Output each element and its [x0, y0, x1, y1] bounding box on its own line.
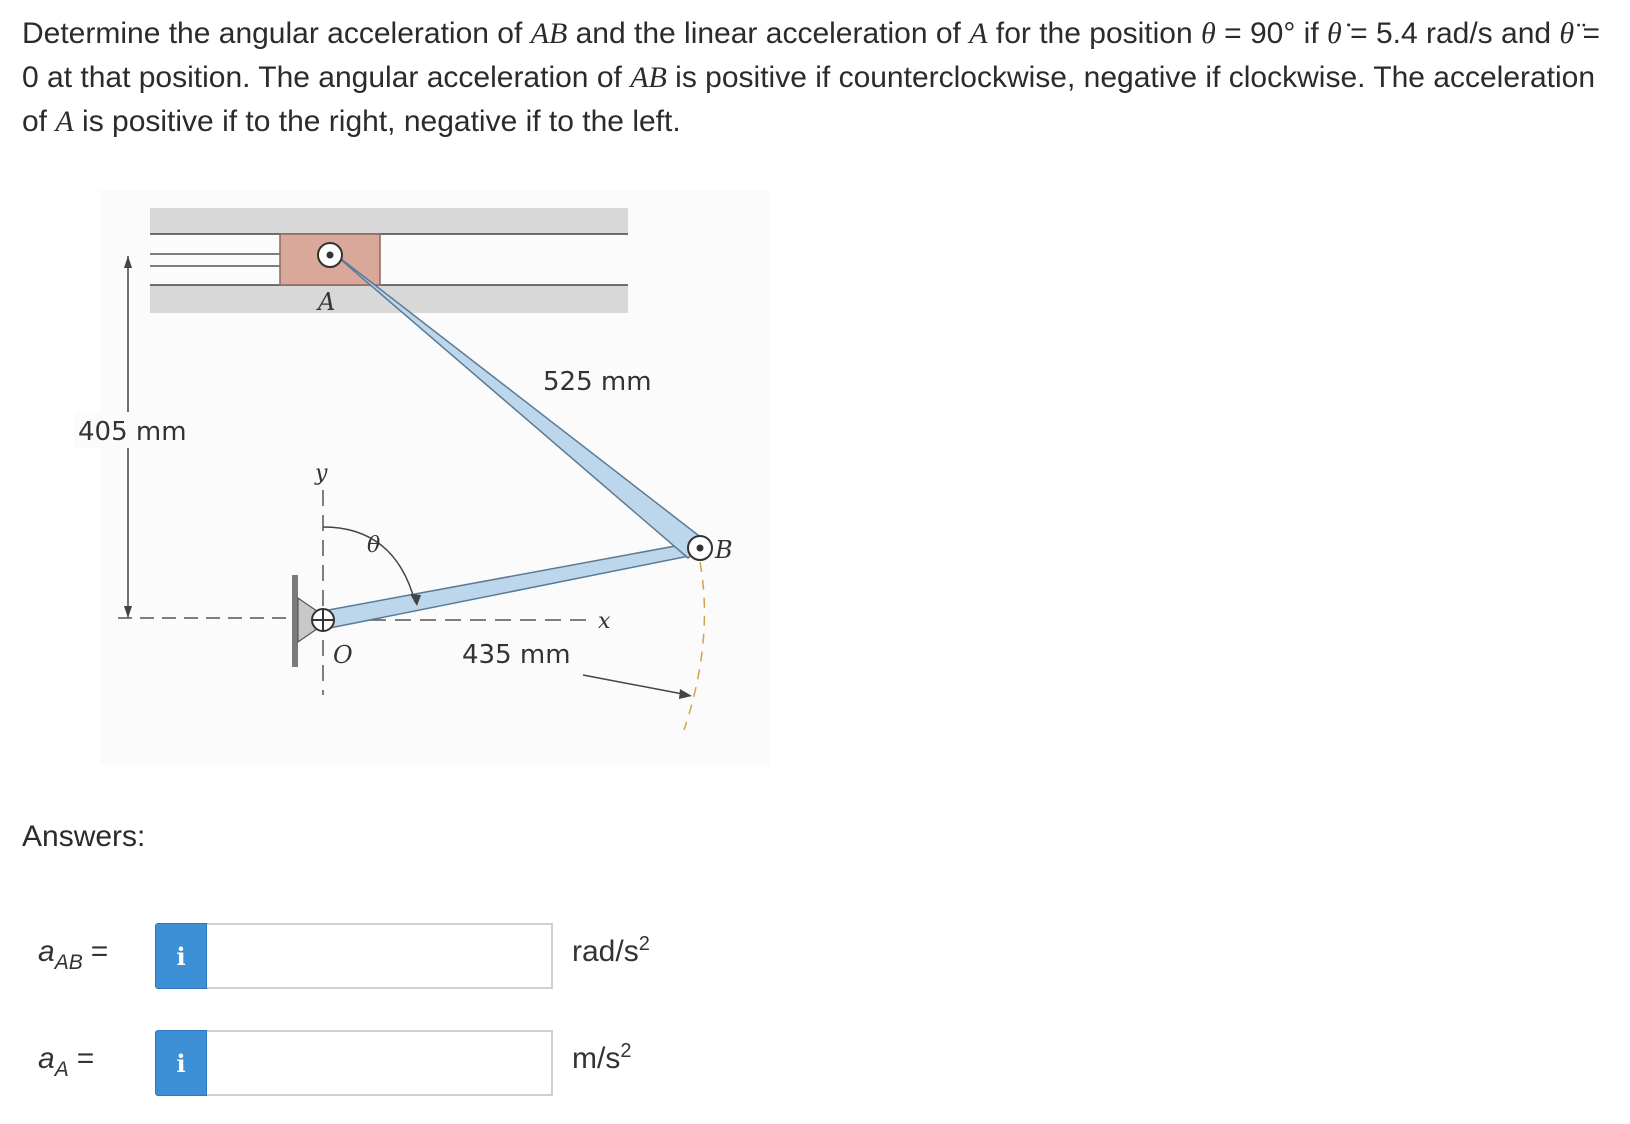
equals-sign: =: [76, 1042, 95, 1075]
problem-text: = 0 at that position. The angular acceleration of: [22, 17, 1601, 94]
var-subscript: A: [54, 1058, 69, 1081]
var-ab: AB: [530, 17, 568, 50]
figure-background: [100, 190, 770, 765]
var-theta-ddot: θ̈: [1559, 17, 1575, 50]
answer-label-a-a: [38, 1042, 94, 1082]
mechanism-diagram: [0, 190, 780, 770]
equals-sign: =: [90, 935, 109, 968]
label-y: y: [315, 461, 328, 486]
answer-row-a-a: [0, 1030, 800, 1096]
var-symbol: a: [38, 1042, 55, 1075]
unit-text: rad/s: [572, 935, 639, 968]
dim-label-405: 405 mm: [78, 417, 187, 447]
answer-row-alpha-ab: [0, 923, 800, 989]
label-theta: θ: [367, 533, 381, 558]
unit-exponent: 2: [638, 933, 650, 955]
label-a: A: [318, 288, 336, 316]
problem-text: Determine the angular acceleration of: [22, 17, 531, 50]
dim-label-525: 525 mm: [543, 367, 652, 397]
var-theta: θ: [1201, 17, 1216, 50]
upper-rail: [150, 208, 628, 234]
label-b: B: [715, 536, 733, 564]
var-ab: AB: [630, 61, 667, 94]
pin-a-center: [327, 252, 334, 259]
problem-text: and the linear acceleration of: [567, 17, 970, 50]
ground-wall: [292, 575, 298, 667]
unit-rad-s2: [572, 933, 650, 969]
problem-text: is positive if to the right, negative if to the left.: [73, 105, 681, 138]
pin-b-center: [697, 545, 704, 552]
var-a: A: [55, 105, 74, 138]
var-subscript: AB: [54, 951, 83, 974]
dim-label-435: 435 mm: [462, 640, 571, 670]
unit-exponent: 2: [620, 1040, 632, 1062]
label-o: O: [333, 641, 353, 669]
unit-text: m/s: [572, 1042, 621, 1075]
var-symbol: a: [38, 935, 55, 968]
var-theta-dot: θ̇: [1327, 17, 1342, 50]
unit-m-s2: [572, 1040, 631, 1076]
info-button[interactable]: i: [155, 923, 207, 989]
var-a: A: [969, 17, 988, 50]
problem-text: is positive if counterclockwise, negative if clockwise. The acceleration of: [22, 61, 1596, 138]
answers-heading: Answers:: [22, 820, 146, 853]
problem-text: = 5.4 rad/s and: [1341, 17, 1560, 50]
answer-label-alpha-ab: [38, 935, 108, 975]
problem-text: = 90° if: [1215, 17, 1327, 50]
alpha-ab-input[interactable]: [207, 923, 553, 989]
problem-text: for the position: [987, 17, 1202, 50]
info-button[interactable]: i: [155, 1030, 207, 1096]
mechanism-figure: [0, 190, 780, 770]
label-x: x: [598, 609, 611, 634]
problem-statement: [22, 12, 1612, 144]
a-a-input[interactable]: [207, 1030, 553, 1096]
